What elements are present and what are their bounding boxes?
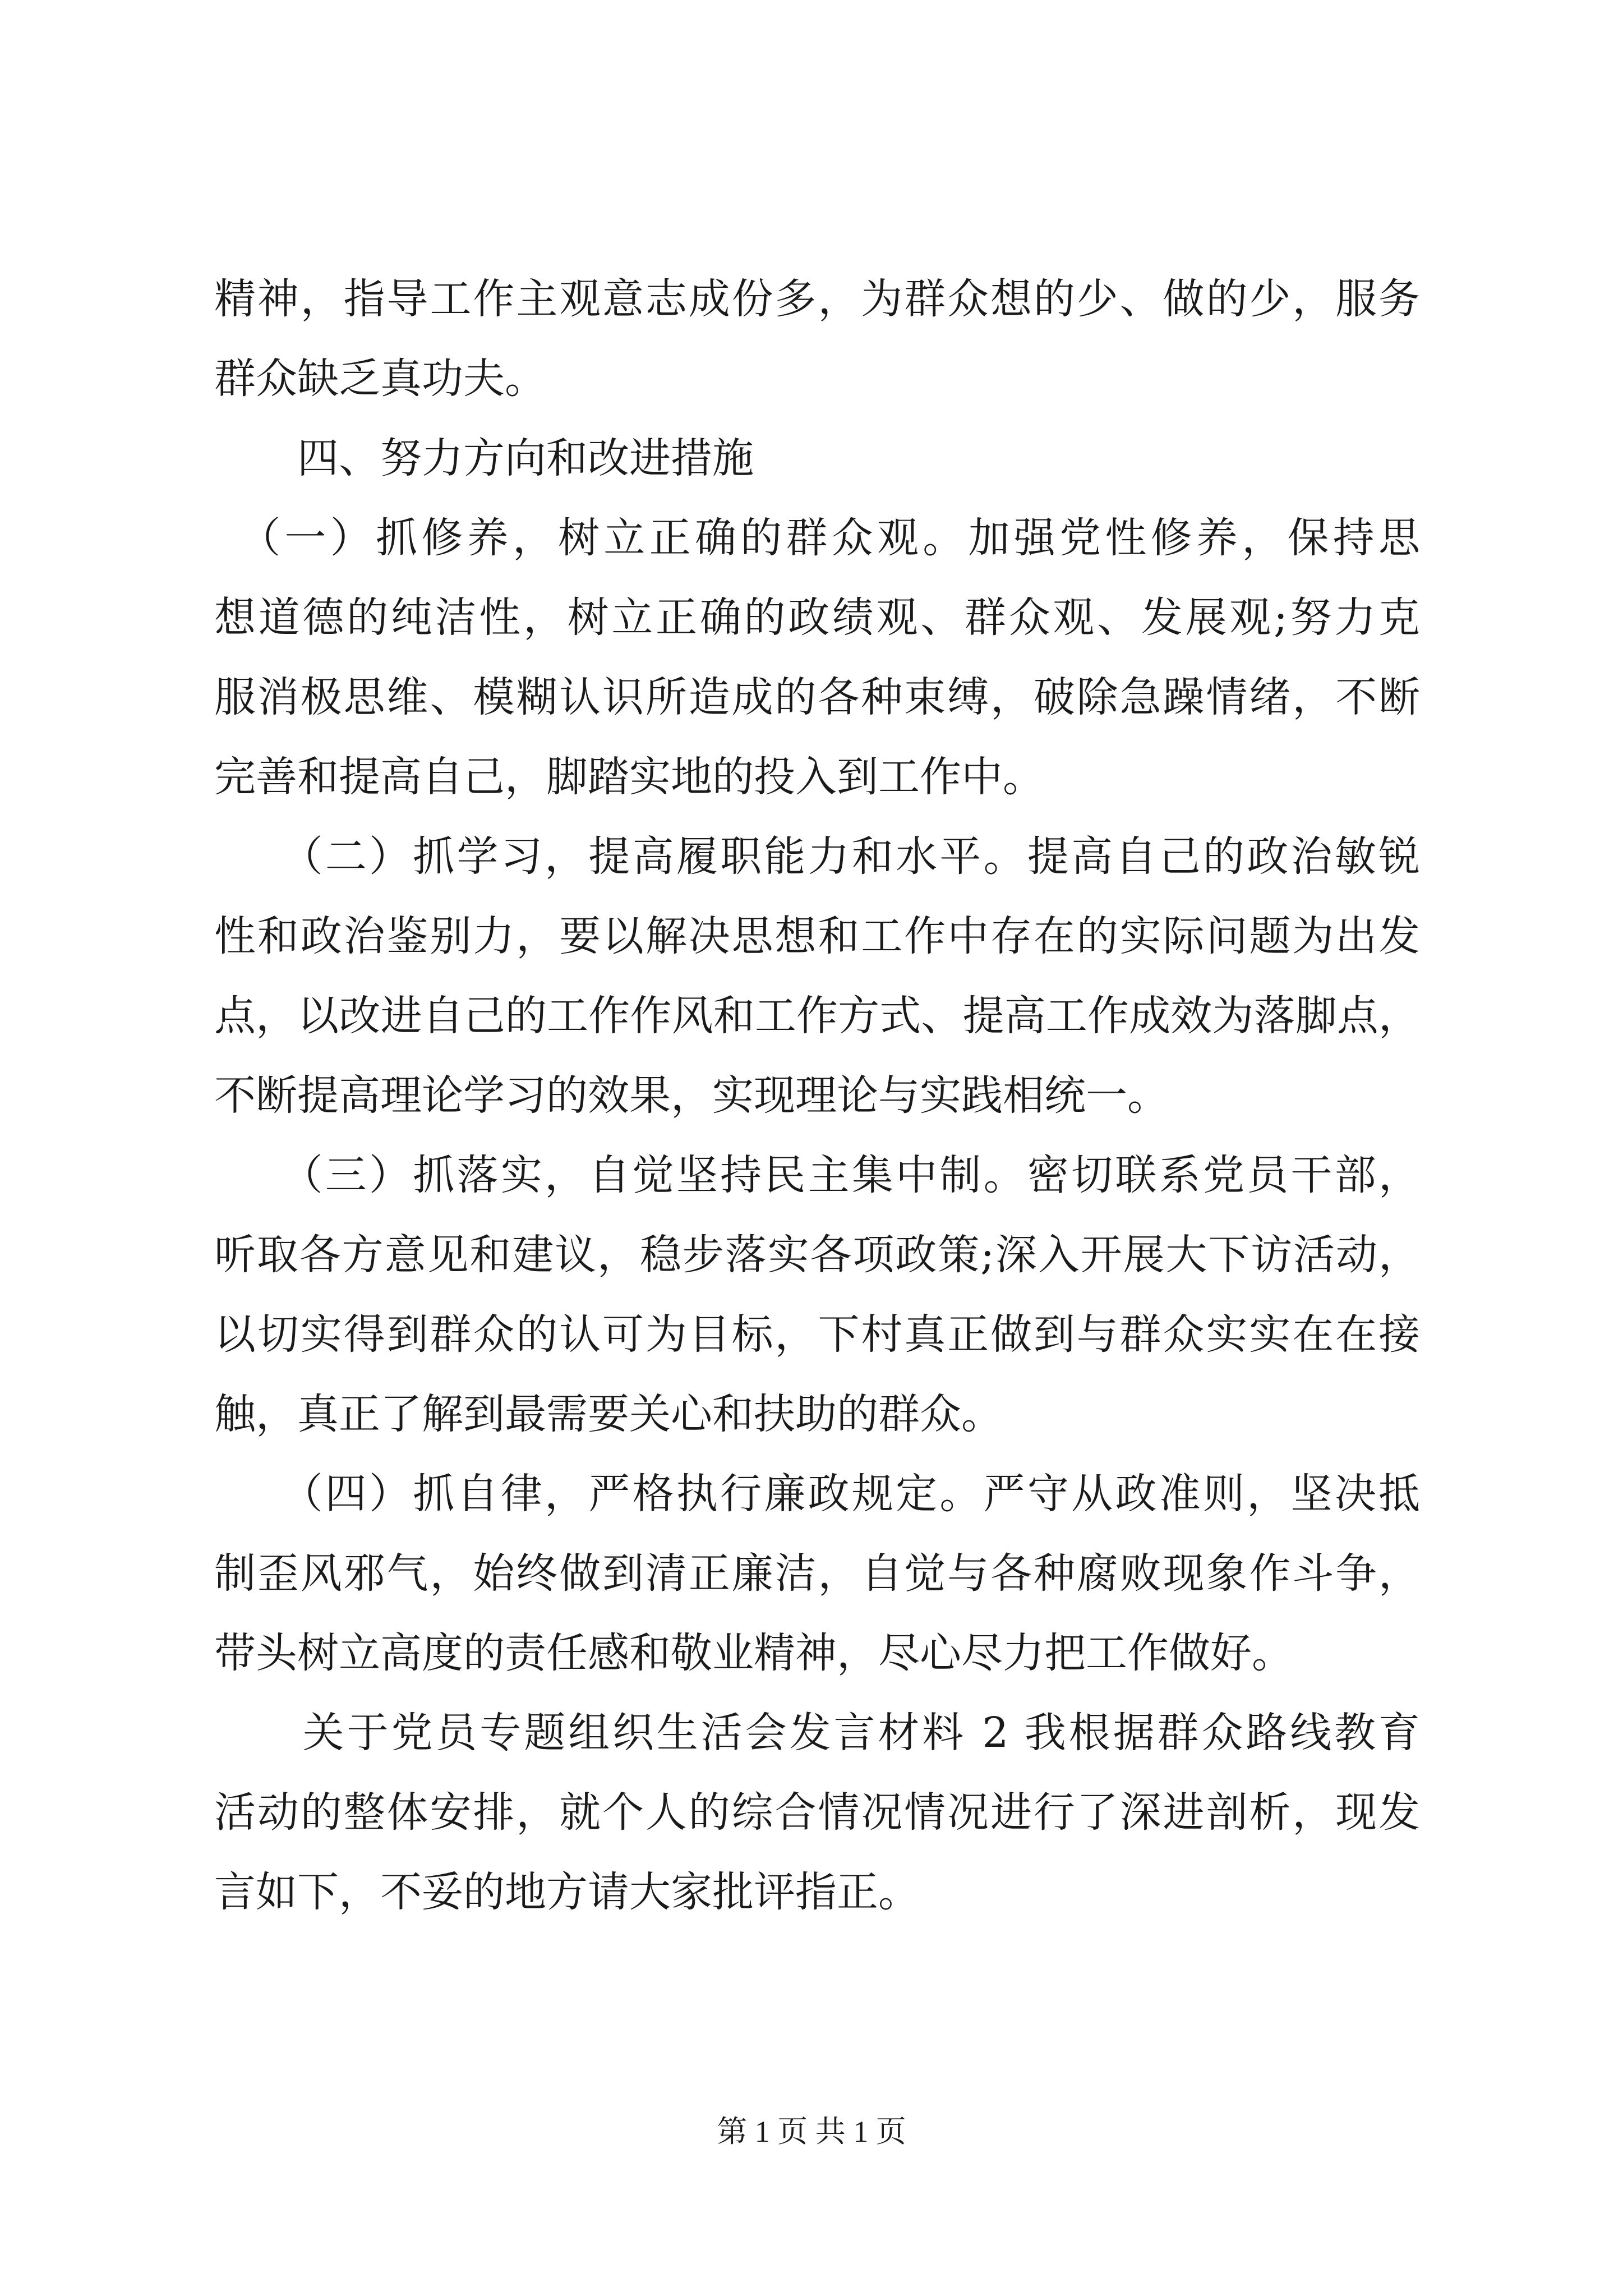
text-line: 以切实得到群众的认可为目标，下村真正做到与群众实实在在接 <box>214 1310 1420 1359</box>
para-item-4 <box>214 1454 1420 1693</box>
text-line: 四、努力方向和改进措施 <box>214 434 754 482</box>
text-line: 服消极思维、模糊认识所造成的各种束缚，破除急躁情绪，不断 <box>214 673 1420 721</box>
text-line: 精神，指导工作主观意志成份多，为群众想的少、做的少，服务 <box>214 275 1420 323</box>
text-line: （一）抓修养，树立正确的群众观。加强党性修养，保持思 <box>214 514 1420 562</box>
text-line: 活动的整体安排，就个人的综合情况情况进行了深进剖析，现发 <box>214 1788 1420 1837</box>
para-item-3 <box>214 1135 1420 1454</box>
text-line: 言如下，不妥的地方请大家批评指正。 <box>214 1868 920 1916</box>
heading-section-four <box>214 418 1420 498</box>
text-line: 制歪风邪气，始终做到清正廉洁，自觉与各种腐败现象作斗争， <box>214 1549 1420 1598</box>
para-item-1 <box>214 498 1420 817</box>
para-item-2 <box>214 817 1420 1135</box>
text-line: 性和政治鉴别力，要以解决思想和工作中存在的实际问题为出发 <box>214 912 1420 960</box>
text-line: （四）抓自律，严格执行廉政规定。严守从政准则，坚决抵 <box>214 1470 1420 1518</box>
text-line: （二）抓学习，提高履职能力和水平。提高自己的政治敏锐 <box>214 832 1420 881</box>
text-line: 关于党员专题组织生活会发言材料 2 我根据群众路线教育 <box>214 1709 1420 1757</box>
text-line: 群众缺乏真功夫。 <box>214 355 546 403</box>
text-line: 不断提高理论学习的效果，实现理论与实践相统一。 <box>214 1071 1169 1120</box>
text-line: 完善和提高自己，脚踏实地的投入到工作中。 <box>214 753 1044 801</box>
text-line: 点，以改进自己的工作作风和工作方式、提高工作成效为落脚点， <box>214 992 1420 1040</box>
para-continuation <box>214 259 1420 418</box>
text-line: 想道德的纯洁性，树立正确的政绩观、群众观、发展观;努力克 <box>214 593 1420 642</box>
text-line: 带头树立高度的责任感和敬业精神，尽心尽力把工作做好。 <box>214 1629 1293 1677</box>
text-line: （三）抓落实，自觉坚持民主集中制。密切联系党员干部， <box>214 1151 1420 1199</box>
text-line: 听取各方意见和建议，稳步落实各项政策;深入开展大下访活动， <box>214 1231 1420 1279</box>
para-material-2 <box>214 1693 1420 1932</box>
text-line: 触，真正了解到最需要关心和扶助的群众。 <box>214 1390 1003 1438</box>
document-body <box>214 259 1420 1932</box>
page-footer: 第 1 页 共 1 页 <box>717 2115 906 2148</box>
